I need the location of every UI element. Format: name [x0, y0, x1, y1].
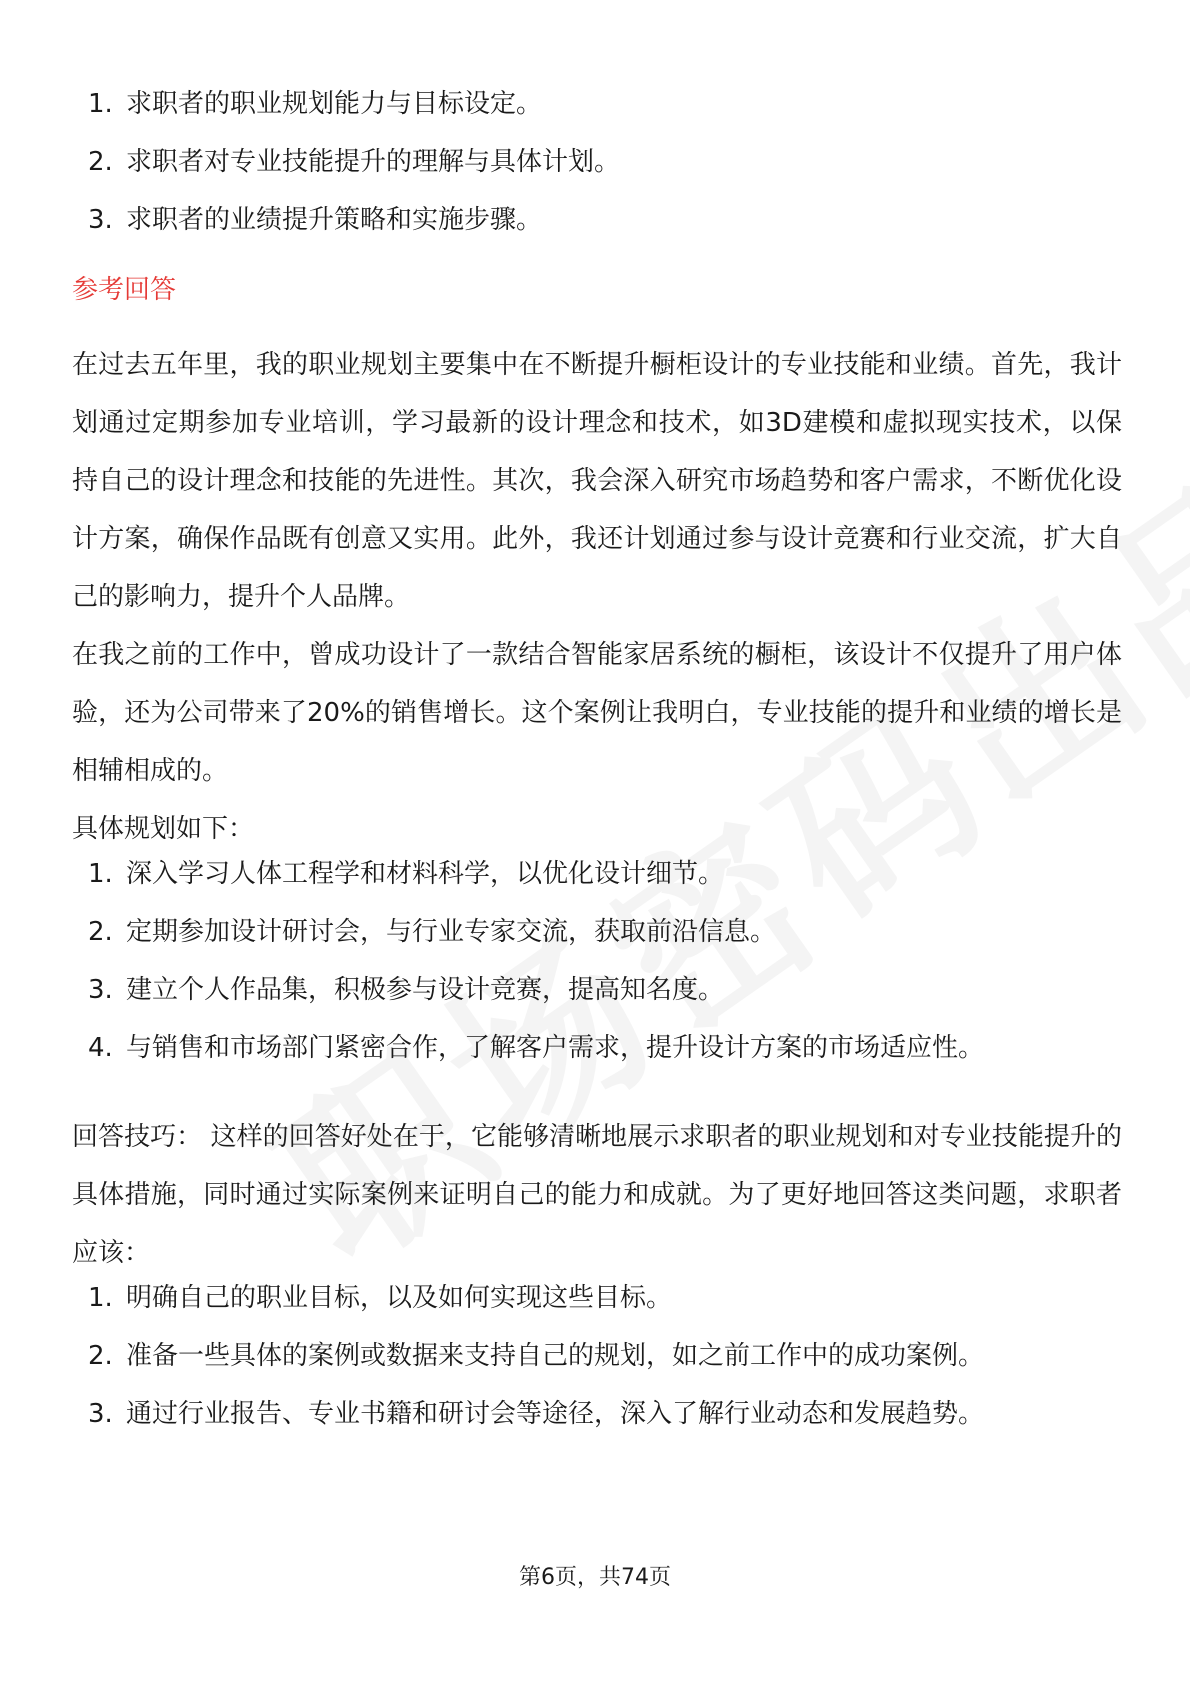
list-item [72, 1282, 1122, 1314]
document-content [72, 88, 1122, 1430]
list-text: 求职者的业绩提升策略和实施步骤。 [126, 205, 543, 235]
list-item [72, 1032, 1122, 1064]
list-text: 与销售和市场部门紧密合作，了解客户需求，提升设计方案的市场适应性。 [126, 1033, 985, 1063]
list-text: 深入学习人体工程学和材料科学，以优化设计细节。 [126, 859, 725, 889]
list-item [72, 146, 1122, 178]
list-number: 1. [88, 859, 113, 889]
answer-paragraph: 在过去五年里，我的职业规划主要集中在不断提升橱柜设计的专业技能和业绩。首先，我计划通过定期参加专业培训，学习最新的设计理念和技术，如3D建模和虚拟现实技术，以保持自己的设计理念和技能的先进性。其次，我会深入研究市场趋势和客户需求，不断优化设计方案，确保作品既有创意又实用。此外，我还计划通过参与设计竞赛和行业交流，扩大自己的影响力，提升个人品牌。 [72, 350, 1122, 612]
list-text: 定期参加设计研讨会，与行业专家交流，获取前沿信息。 [126, 917, 777, 947]
list-text: 求职者对专业技能提升的理解与具体计划。 [126, 147, 621, 177]
section-title: 参考回答 [72, 275, 177, 305]
list-number: 3. [88, 205, 113, 235]
list-text: 准备一些具体的案例或数据来支持自己的规划，如之前工作中的成功案例。 [126, 1341, 985, 1371]
document-page [72, 88, 1122, 1430]
evaluation-points-list [72, 88, 1122, 236]
list-number: 1. [88, 1283, 113, 1313]
page-footer: 第6页，共74页 [519, 1565, 671, 1590]
case-paragraph: 在我之前的工作中，曾成功设计了一款结合智能家居系统的橱柜，该设计不仅提升了用户体验，还为公司带来了20%的销售增长。这个案例让我明白，专业技能的提升和业绩的增长是相辅相成的。 [72, 640, 1122, 786]
list-number: 1. [88, 89, 113, 119]
plan-intro: 具体规划如下： [72, 814, 255, 844]
list-number: 2. [88, 147, 113, 177]
list-number: 3. [88, 1399, 113, 1429]
list-number: 3. [88, 975, 113, 1005]
list-number: 4. [88, 1033, 113, 1063]
tips-paragraph: 回答技巧： 这样的回答好处在于，它能够清晰地展示求职者的职业规划和对专业技能提升的具体措施，同时通过实际案例来证明自己的能力和成就。为了更好地回答这类问题，求职者应该： [72, 1122, 1122, 1268]
list-number: 2. [88, 1341, 113, 1371]
list-text: 明确自己的职业目标，以及如何实现这些目标。 [126, 1283, 673, 1313]
list-item [72, 88, 1122, 120]
list-item [72, 916, 1122, 948]
list-item [72, 858, 1122, 890]
list-item [72, 1398, 1122, 1430]
list-number: 2. [88, 917, 113, 947]
list-text: 建立个人作品集，积极参与设计竞赛，提高知名度。 [126, 975, 725, 1005]
list-item [72, 204, 1122, 236]
plan-list [72, 858, 1122, 1064]
list-text: 通过行业报告、专业书籍和研讨会等途径，深入了解行业动态和发展趋势。 [126, 1399, 985, 1429]
tips-list [72, 1282, 1122, 1430]
list-text: 求职者的职业规划能力与目标设定。 [126, 89, 543, 119]
list-item [72, 974, 1122, 1006]
list-item [72, 1340, 1122, 1372]
